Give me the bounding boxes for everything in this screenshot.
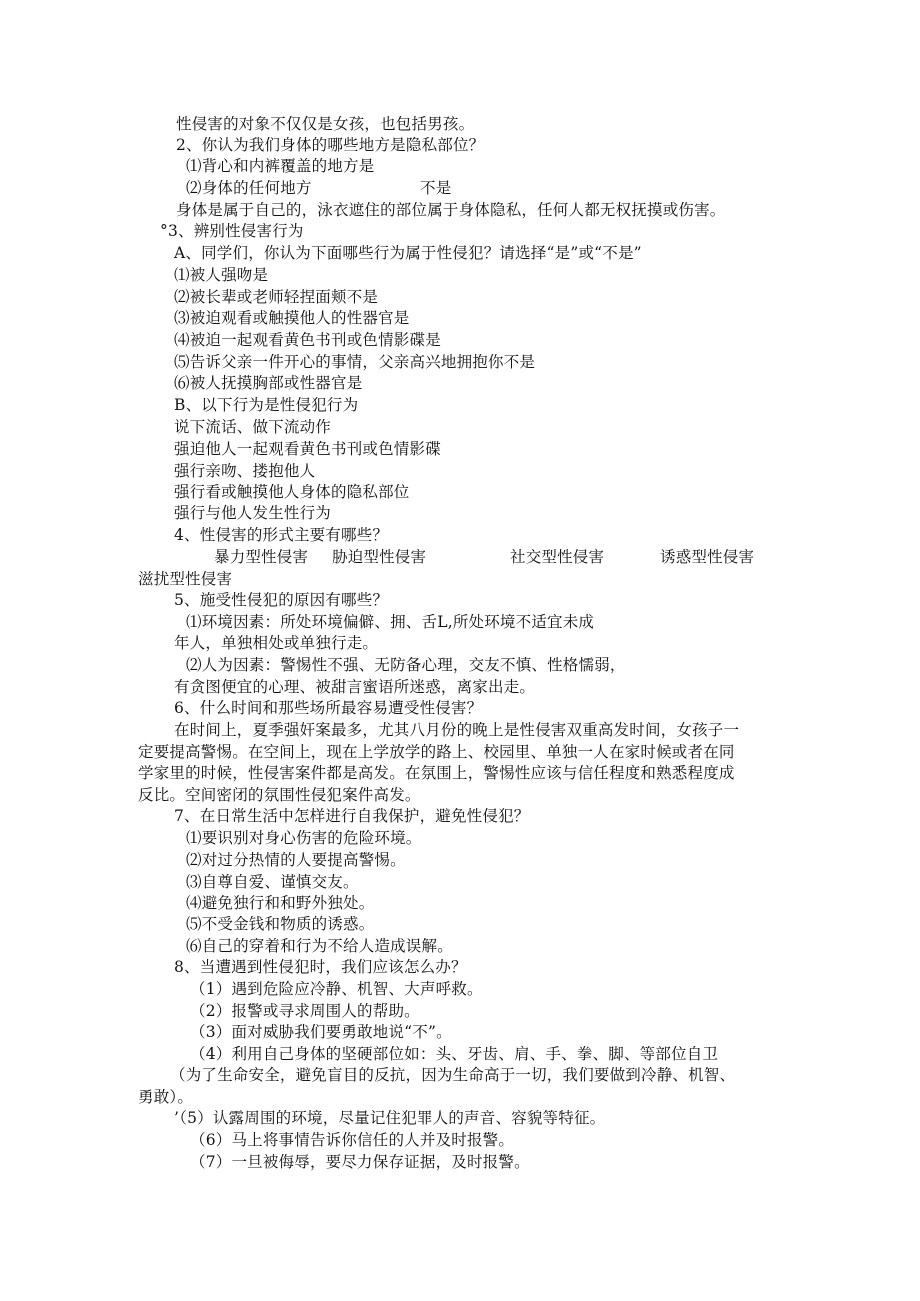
question-heading: 6、什么时间和那些场所最容易遭受性侵害？ xyxy=(174,699,483,717)
text-line: 年人，单独相处或单独行走。 xyxy=(174,634,379,652)
text-line: 身体是属于自己的，泳衣遮住的部位属于身体隐私，任何人都无权抚摸或伤害。 xyxy=(176,201,726,219)
form-type: 滋扰型性侵害 xyxy=(138,570,233,588)
paragraph-line: 定要提高警惕。在空间上，现在上学放学的路上、校园里、单独一人在家时候或者在同 xyxy=(138,743,735,761)
list-item: 强行亲吻、搂抱他人 xyxy=(174,462,316,480)
text-line: 勇敢）。 xyxy=(138,1088,194,1106)
list-item: 强行与他人发生性行为 xyxy=(174,504,332,522)
form-type: 胁迫型性侵害 xyxy=(332,548,427,566)
list-item: 强行看或触摸他人身体的隐私部位 xyxy=(174,483,410,501)
list-item: （4）利用自己身体的坚硬部位如：头、牙齿、肩、手、拳、脚、等部位自卫 xyxy=(190,1045,719,1063)
list-item: ⑴要识别对身心伤害的危险环境。 xyxy=(186,829,422,847)
list-item: ⑸不受金钱和物质的诱惑。 xyxy=(186,915,375,933)
list-item: ⑹被人抚摸胸部或性器官是 xyxy=(174,374,363,392)
answer-value: 不是 xyxy=(420,179,452,197)
question-heading: 4、性侵害的形式主要有哪些？ xyxy=(174,526,389,544)
list-item: ⑸告诉父亲一件开心的事情，父亲高兴地拥抱你不是 xyxy=(174,353,536,371)
answer-option: ⑴背心和内裤覆盖的地方是 xyxy=(186,157,375,175)
question-heading: °3、辨别性侵害行为 xyxy=(160,222,304,240)
answer-option: ⑵身体的任何地方 xyxy=(186,179,312,197)
question-heading: 5、施受性侵犯的原因有哪些？ xyxy=(174,591,389,609)
question-heading: 8、当遭遇到性侵犯时，我们应该怎么办？ xyxy=(174,958,467,976)
paragraph-line: 在时间上，夏季强奸案最多，尤其八月份的晚上是性侵害双重高发时间，女孩子一 xyxy=(174,721,740,739)
list-item: 说下流话、做下流动作 xyxy=(174,418,332,436)
form-type: 暴力型性侵害 xyxy=(214,548,309,566)
list-item: （7）一旦被侮辱，要尽力保存证据，及时报警。 xyxy=(190,1153,530,1171)
list-item: ⑷被迫一起观看黄色书刊或色情影碟是 xyxy=(174,331,441,349)
question-heading: 7、在日常生活中怎样进行自我保护，避免性侵犯？ xyxy=(174,807,530,825)
text-line: （为了生命安全，避免盲目的反抗，因为生命高于一切，我们要做到冷静、机智、 xyxy=(170,1066,736,1084)
paragraph-line: 反比。空间密闭的氛围性侵犯案件高发。 xyxy=(138,786,421,804)
text-line: 有贪图便宜的心理、被甜言蜜语所迷惑，离家出走。 xyxy=(174,678,536,696)
list-item: （3）面对威胁我们要勇敢地说“不”。 xyxy=(190,1023,452,1041)
list-item: ⑵被长辈或老师轻捏面颊不是 xyxy=(174,288,379,306)
form-type: 诱惑型性侵害 xyxy=(660,548,755,566)
paragraph-line: 学家里的时候，性侵害案件都是高发。在氛围上，警惕性应该与信任程度和熟悉程度成 xyxy=(138,764,735,782)
text-line: 性侵害的对象不仅仅是女孩，也包括男孩。 xyxy=(176,115,475,133)
list-item: ⑴被人强吻是 xyxy=(174,266,269,284)
text-line: A、同学们，你认为下面哪些行为属于性侵犯？请选择“是”或“不是” xyxy=(174,244,642,262)
form-type: 社交型性侵害 xyxy=(510,548,605,566)
list-item: （2）报警或寻求周围人的帮助。 xyxy=(190,1002,420,1020)
list-item: 强迫他人一起观看黄色书刊或色情影碟 xyxy=(174,440,441,458)
list-item: ⑹自己的穿着和行为不给人造成误解。 xyxy=(186,937,453,955)
question-heading: 2、你认为我们身体的哪些地方是隐私部位？ xyxy=(176,136,485,154)
list-item: （6）马上将事情告诉你信任的人并及时报警。 xyxy=(190,1131,515,1149)
list-item: ’（5）认露周围的环境，尽量记住犯罪人的声音、容貌等特征。 xyxy=(174,1109,606,1127)
list-item: ⑶被迫观看或触摸他人的性器官是 xyxy=(174,309,410,327)
text-line: B、以下行为是性侵犯行为 xyxy=(174,396,359,414)
list-item: ⑷避免独行和和野外独处。 xyxy=(186,894,375,912)
list-item: ⑵人为因素：警惕性不强、无防备心理，交友不慎、性格懦弱， xyxy=(186,656,626,674)
list-item: ⑵对过分热情的人要提高警惕。 xyxy=(186,851,406,869)
list-item: （1）遇到危险应冷静、机智、大声呼救。 xyxy=(190,980,483,998)
list-item: ⑴环境因素：所处环境偏僻、拥、舌L,所处环境不适宜未成 xyxy=(186,613,595,631)
list-item: ⑶自尊自爱、谨慎交友。 xyxy=(186,873,359,891)
